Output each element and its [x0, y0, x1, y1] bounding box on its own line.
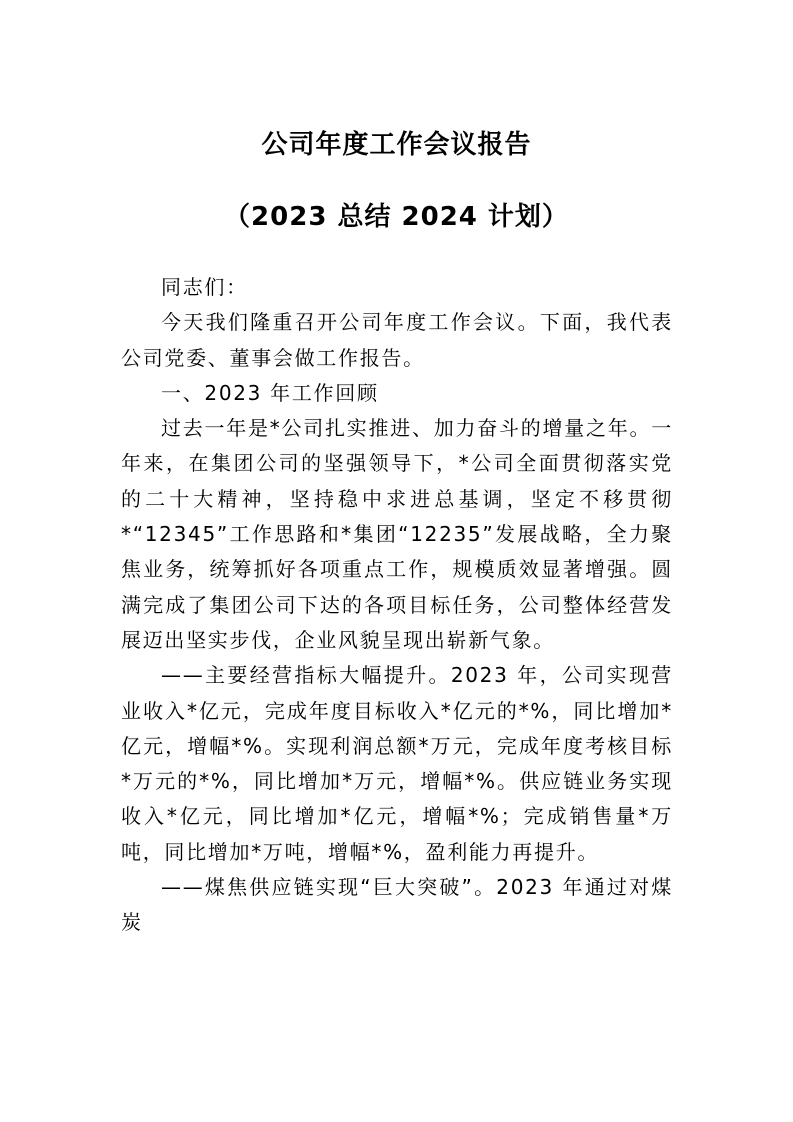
document-body: [121, 270, 673, 941]
section-heading: 一、2023 年工作回顾: [161, 380, 379, 405]
paragraph-opening: 今天我们隆重召开公司年度工作会议。下面，我代表公司党委、董事会做工作报告。: [121, 310, 673, 370]
paragraph-supply-chain: ——煤焦供应链实现“巨大突破”。2023 年通过对煤炭: [121, 875, 673, 935]
document-subtitle: （2023 总结 2024 计划）: [224, 202, 569, 232]
paragraph-indicators: ——主要经营指标大幅提升。2023 年，公司实现营业收入*亿元，完成年度目标收入*亿元的*%，同比增加*亿元，增幅*%。实现利润总额*万元，完成年度考核目标*万元的*%，同比增加*万元，增幅*%。供应链业务实现收入*亿元，同比增加*亿元，增幅*%；完成销售量*万吨，同比增加*万吨，增幅*%，盈利能力再提升。: [121, 663, 673, 864]
document-title: 公司年度工作会议报告: [261, 130, 532, 160]
salutation: 同志们：: [161, 275, 248, 299]
paragraph-review: 过去一年是*公司扎实推进、加力奋斗的增量之年。一年来，在集团公司的坚强领导下，*公司全面贯彻落实党的二十大精神，坚持稳中求进总基调，坚定不移贯彻*“12345”工作思路和*集团“12235”发展战略，全力聚焦业务，统筹抓好各项重点工作，规模质效显著增强。圆满完成了集团公司下达的各项目标任务，公司整体经营发展迈出坚实步伐，企业风貌呈现出崭新气象。: [121, 416, 673, 652]
